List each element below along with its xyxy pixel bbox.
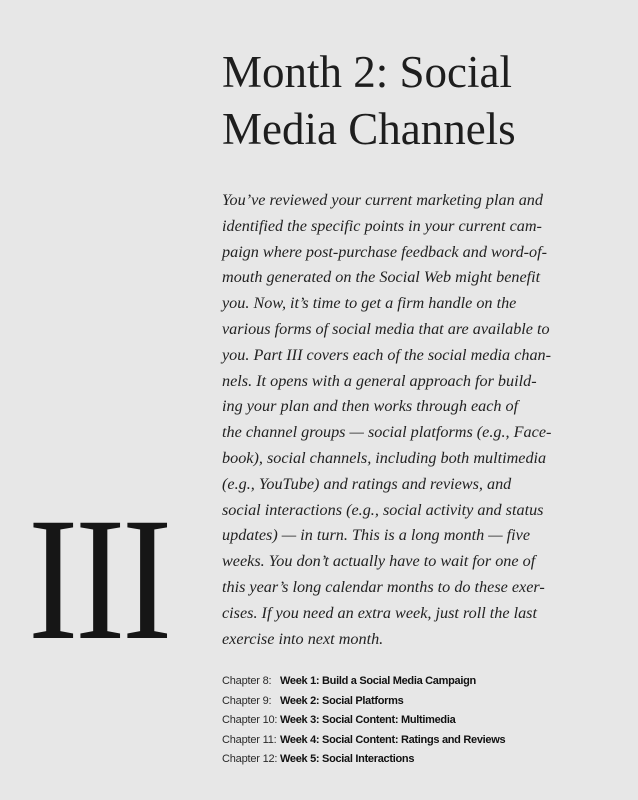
chapter-list-item [222, 672, 622, 692]
chapter-number: Chapter 11: [222, 733, 277, 746]
title-line: Media Channels [222, 104, 516, 154]
chapter-number: Chapter 9: [222, 694, 272, 707]
part-numeral: III [28, 482, 169, 677]
chapter-list-item [222, 750, 622, 770]
chapter-number: Chapter 8: [222, 675, 272, 687]
chapter-number: Chapter 10: [222, 714, 278, 726]
chapter-title: Week 5: Social Interactions [280, 753, 415, 765]
intro-line: social interactions (e.g., social activity and status [222, 500, 544, 519]
intro-line: exercise into next month. [222, 629, 384, 648]
page-title [222, 44, 622, 158]
chapter-number: Chapter 12: [222, 753, 278, 765]
intro-line: you. Now, it’s time to get a firm handle on the [222, 294, 517, 313]
chapter-list-item [222, 711, 622, 731]
chapter-list [222, 672, 622, 770]
title-line: Month 2: Social [222, 47, 512, 97]
intro-line: you. Part III covers each of the social media chan- [222, 345, 552, 364]
intro-line: nels. It opens with a general approach for build- [222, 371, 537, 390]
chapter-list-item [222, 692, 622, 712]
chapter-title: Week 3: Social Content: Multimedia [280, 714, 456, 726]
chapter-title: Week 2: Social Platforms [280, 694, 404, 707]
intro-line: paign where post-purchase feedback and word-of- [222, 242, 548, 261]
intro-line: mouth generated on the Social Web might benefit [222, 268, 541, 287]
intro-line: this year’s long calendar months to do these exer- [222, 577, 545, 596]
intro-line: cises. If you need an extra week, just roll the last [222, 603, 537, 622]
intro-line: various forms of social media that are available to [222, 319, 550, 338]
intro-line: ing your plan and then works through each of [222, 397, 519, 416]
chapter-title: Week 1: Build a Social Media Campaign [280, 675, 476, 687]
intro-line: You’ve reviewed your current marketing plan and [222, 191, 543, 209]
intro-line: weeks. You don’t actually have to wait for one of [222, 552, 536, 571]
intro-line: the channel groups — social platforms (e.g., Face- [222, 423, 552, 442]
intro-line: book), social channels, including both multimedia [222, 448, 547, 467]
chapter-title: Week 4: Social Content: Ratings and Reviews [280, 733, 506, 746]
intro-line: updates) — in turn. This is a long month — five [222, 526, 531, 545]
intro-line: identified the specific points in your current cam- [222, 216, 542, 235]
intro-line: (e.g., YouTube) and ratings and reviews, and [222, 474, 512, 493]
chapter-list-item [222, 731, 622, 751]
intro-paragraph [222, 188, 602, 652]
